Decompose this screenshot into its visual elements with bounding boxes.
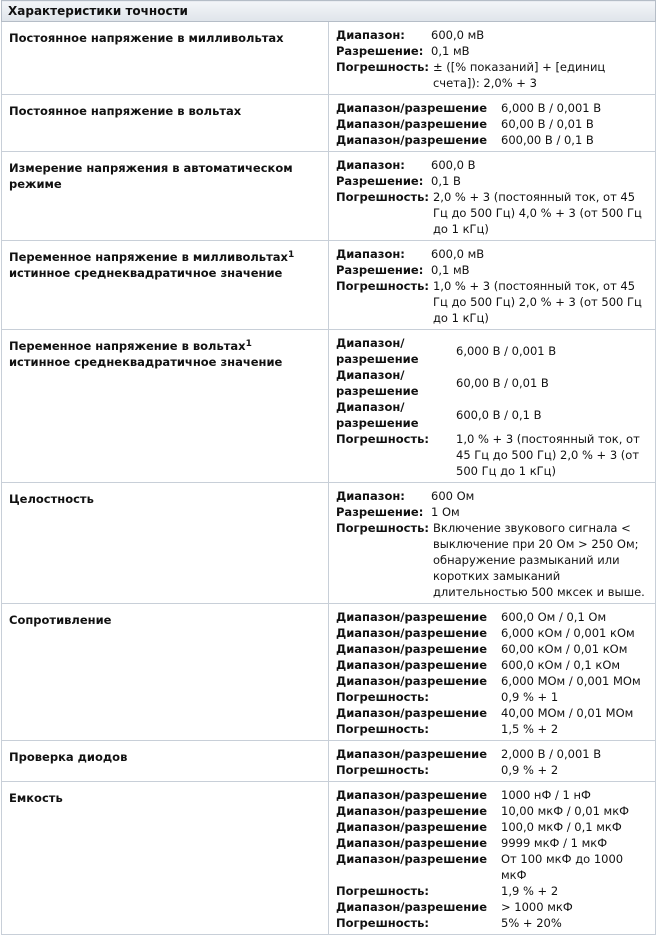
spec-line	[336, 705, 651, 721]
spec-line	[336, 883, 651, 899]
row-label-text: истинное среднеквадратичное значение	[9, 355, 283, 369]
spec-key: Диапазон/разрешение	[336, 747, 488, 761]
spec-key: Диапазон/ разрешение	[336, 336, 419, 366]
table-row	[2, 95, 656, 152]
spec-line	[336, 803, 651, 819]
spec-value: 40,00 МОм / 0,01 МОм	[501, 706, 634, 720]
spec-line	[336, 609, 651, 625]
spec-key: Диапазон/ разрешение	[336, 400, 419, 430]
row-label-text: Переменное напряжение в вольтах	[9, 339, 246, 353]
spec-value: Включение звукового сигнала < выключение при 20 Ом > 250 Ом; обнаружение размыканий или коротких замыканий длительностью 500 мксек и выше.	[432, 521, 645, 599]
row-values	[329, 330, 656, 483]
spec-value: > 1000 мкФ	[501, 900, 573, 914]
spec-line	[336, 246, 651, 262]
spec-line	[336, 625, 651, 641]
row-values	[329, 95, 656, 152]
table-title: Характеристики точности	[2, 1, 656, 22]
spec-line	[336, 157, 651, 173]
spec-value: 100,0 мкФ / 0,1 мкФ	[501, 820, 622, 834]
spec-key: Диапазон/разрешение	[336, 133, 488, 147]
spec-key: Диапазон/разрешение	[336, 610, 488, 624]
spec-value: 60,00 кОм / 0,01 кОм	[501, 642, 628, 656]
spec-key: Диапазон/разрешение	[336, 804, 488, 818]
spec-line	[336, 43, 651, 59]
spec-line	[336, 835, 651, 851]
accuracy-spec-table	[1, 0, 656, 935]
spec-line	[336, 431, 651, 479]
row-values	[329, 741, 656, 782]
table-row	[2, 741, 656, 782]
spec-key: Погрешность:	[336, 521, 429, 535]
spec-key: Диапазон/разрешение	[336, 101, 488, 115]
spec-line	[336, 746, 651, 762]
spec-value: 2,0 % + 3 (постоянный ток, от 45 Гц до 500 Гц) 4,0 % + 3 (от 500 Гц до 1 кГц)	[432, 190, 642, 236]
spec-value: 1 Ом	[431, 505, 460, 519]
spec-value: 0,9 % + 1	[501, 690, 559, 704]
spec-value: 60,00 В / 0,01 В	[456, 376, 549, 390]
spec-value: 600,0 В / 0,1 В	[456, 408, 542, 422]
spec-line	[336, 278, 651, 326]
row-values	[329, 152, 656, 241]
spec-line	[336, 173, 651, 189]
spec-value: 600 Ом	[431, 489, 475, 503]
spec-value: 600,0 В	[431, 158, 476, 172]
spec-key: Диапазон:	[336, 489, 405, 503]
table-row	[2, 241, 656, 330]
spec-line	[336, 787, 651, 803]
spec-value: 600,0 Ом / 0,1 Ом	[501, 610, 607, 624]
row-label: Измерение напряжения в автоматическом режиме	[2, 152, 329, 241]
row-label: Проверка диодов	[2, 741, 329, 782]
row-values	[329, 782, 656, 935]
spec-key: Погрешность:	[336, 722, 429, 736]
spec-key: Диапазон:	[336, 247, 405, 261]
spec-key: Погрешность:	[336, 763, 429, 777]
spec-key: Диапазон:	[336, 158, 405, 172]
spec-key: Диапазон/разрешение	[336, 820, 488, 834]
spec-key: Диапазон/разрешение	[336, 642, 488, 656]
row-label: Постоянное напряжение в вольтах	[2, 95, 329, 152]
row-label-text: Переменное напряжение в милливольтах	[9, 250, 288, 264]
spec-key: Погрешность:	[336, 432, 429, 446]
spec-line	[336, 851, 651, 883]
row-values	[329, 241, 656, 330]
spec-line	[336, 367, 651, 399]
spec-line	[336, 689, 651, 705]
spec-key: Разрешение:	[336, 44, 424, 58]
spec-value: 6,000 МОм / 0,001 МОм	[501, 674, 641, 688]
table-row	[2, 330, 656, 483]
spec-value: 6,000 В / 0,001 В	[501, 101, 602, 115]
spec-value: 0,1 мВ	[431, 263, 470, 277]
spec-key: Погрешность:	[336, 279, 429, 293]
spec-key: Диапазон/разрешение	[336, 788, 488, 802]
spec-value: 9999 мкФ / 1 мкФ	[501, 836, 608, 850]
row-label: Целостность	[2, 483, 329, 604]
table-row	[2, 782, 656, 935]
spec-line	[336, 27, 651, 43]
table-row	[2, 22, 656, 95]
spec-value: 1,9 % + 2	[501, 884, 559, 898]
row-label: Емкость	[2, 782, 329, 935]
spec-line	[336, 819, 651, 835]
spec-value: 0,9 % + 2	[501, 763, 559, 777]
spec-value: 1,0 % + 3 (постоянный ток, от 45 Гц до 500 Гц) 2,0 % + 3 (от 500 Гц до 1 кГц)	[432, 279, 642, 325]
row-values	[329, 22, 656, 95]
spec-line	[336, 399, 651, 431]
spec-key: Диапазон/разрешение	[336, 626, 488, 640]
table-row	[2, 604, 656, 741]
spec-value: 1,5 % + 2	[501, 722, 559, 736]
spec-key: Погрешность:	[336, 916, 429, 930]
spec-key: Диапазон/разрешение	[336, 900, 488, 914]
spec-line	[336, 721, 651, 737]
row-label: Постоянное напряжение в милливольтах	[2, 22, 329, 95]
spec-line	[336, 488, 651, 504]
spec-value: ± ([% показаний] + [единиц счета]): 2,0% + 3	[432, 60, 606, 90]
spec-key: Диапазон/разрешение	[336, 658, 488, 672]
spec-line	[336, 762, 651, 778]
spec-value: От 100 мкФ до 1000 мкФ	[501, 852, 624, 882]
row-label: Сопротивление	[2, 604, 329, 741]
spec-value: 2,000 В / 0,001 В	[501, 747, 602, 761]
spec-key: Погрешность:	[336, 190, 429, 204]
row-label-text: истинное среднеквадратичное значение	[9, 266, 283, 280]
row-values	[329, 483, 656, 604]
row-label	[2, 241, 329, 330]
spec-line	[336, 657, 651, 673]
spec-key: Разрешение:	[336, 263, 424, 277]
spec-key: Диапазон/ разрешение	[336, 368, 419, 398]
spec-line	[336, 100, 651, 116]
table-row	[2, 152, 656, 241]
spec-value: 0,1 В	[431, 174, 461, 188]
spec-line	[336, 915, 651, 931]
spec-key: Диапазон/разрешение	[336, 836, 488, 850]
spec-value: 10,00 мкФ / 0,01 мкФ	[501, 804, 630, 818]
spec-key: Разрешение:	[336, 174, 424, 188]
spec-value: 600,00 В / 0,1 В	[501, 133, 594, 147]
row-label	[2, 330, 329, 483]
spec-value: 1000 нФ / 1 нФ	[501, 788, 591, 802]
spec-value: 6,000 В / 0,001 В	[456, 344, 557, 358]
spec-line	[336, 132, 651, 148]
spec-line	[336, 262, 651, 278]
spec-key: Диапазон/разрешение	[336, 674, 488, 688]
table-row	[2, 483, 656, 604]
footnote-marker: 1	[287, 250, 295, 260]
spec-line	[336, 673, 651, 689]
spec-value: 600,0 кОм / 0,1 кОм	[501, 658, 621, 672]
spec-value: 5% + 20%	[501, 916, 562, 930]
spec-value: 6,000 кОм / 0,001 кОм	[501, 626, 635, 640]
spec-line	[336, 189, 651, 237]
footnote-marker: 1	[245, 339, 252, 349]
spec-key: Диапазон/разрешение	[336, 852, 488, 866]
spec-key: Погрешность:	[336, 690, 429, 704]
spec-key: Разрешение:	[336, 505, 424, 519]
spec-line	[336, 899, 651, 915]
spec-line	[336, 116, 651, 132]
spec-key: Диапазон/разрешение	[336, 706, 488, 720]
spec-value: 60,00 В / 0,01 В	[501, 117, 594, 131]
spec-value: 600,0 мВ	[431, 247, 485, 261]
spec-value: 0,1 мВ	[431, 44, 470, 58]
spec-line	[336, 520, 651, 600]
spec-key: Диапазон:	[336, 28, 405, 42]
spec-line	[336, 504, 651, 520]
spec-value: 600,0 мВ	[431, 28, 485, 42]
spec-key: Погрешность:	[336, 60, 429, 74]
spec-line	[336, 641, 651, 657]
spec-key: Погрешность:	[336, 884, 429, 898]
spec-line	[336, 59, 651, 91]
spec-value: 1,0 % + 3 (постоянный ток, от 45 Гц до 500 Гц) 2,0 % + 3 (от 500 Гц до 1 кГц)	[456, 432, 640, 478]
row-values	[329, 604, 656, 741]
spec-line	[336, 335, 651, 367]
spec-key: Диапазон/разрешение	[336, 117, 488, 131]
